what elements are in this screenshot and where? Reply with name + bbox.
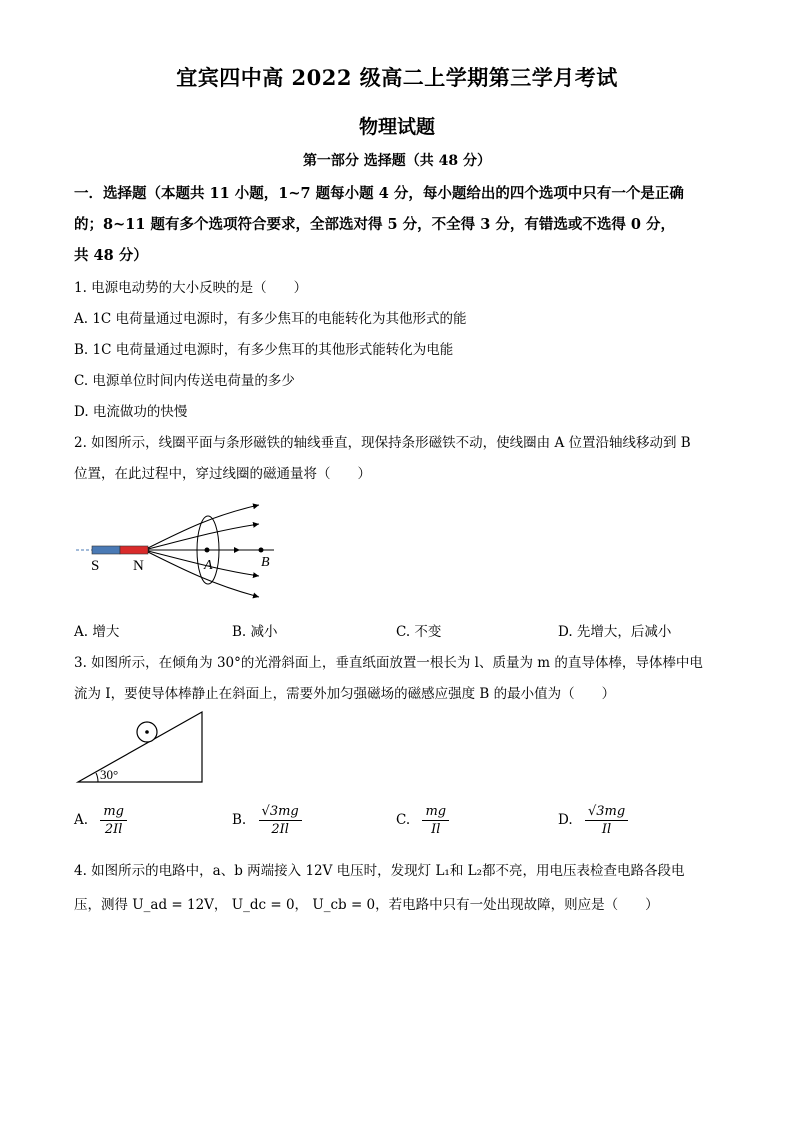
q3-option-a-numerator: mg [103, 804, 124, 819]
section-line-3: 共 48 分） [74, 247, 148, 264]
q3-option-d [558, 803, 628, 838]
angle-label: 30° [100, 767, 119, 782]
q2-option-a: A. 增大 [74, 624, 120, 640]
q1-option-c: C. 电源单位时间内传送电荷量的多少 [74, 373, 295, 389]
subject-title: 物理试题 [358, 116, 435, 138]
q3-option-a-letter: A. [74, 812, 89, 828]
q2-option-b: B. 减小 [232, 624, 278, 640]
sqrt-symbol: √ [587, 804, 597, 819]
q2-option-d: D. 先增大，后减小 [558, 624, 672, 640]
q3-option-d-denominator: Il [601, 822, 612, 837]
field-arrow-axis [234, 547, 240, 553]
q3-option-a-fraction [100, 803, 127, 838]
q3-option-a-denominator: 2Il [104, 822, 123, 837]
point-b-dot [259, 548, 264, 553]
q3-option-c-letter: C. [396, 812, 411, 828]
q4-stem-line-1: 4. 如图所示的电路中，a、b 两端接入 12V 电压时，发现灯 L₁和 L₂都不亮，用电压表检查电路各段电 [74, 863, 685, 879]
section-instructions [74, 178, 724, 271]
label-a: A [204, 558, 213, 573]
q3-option-d-numerator: 3mg [596, 804, 626, 819]
q3-option-c-numerator: mg [425, 804, 447, 819]
point-a-dot [205, 548, 210, 553]
label-b: B [261, 555, 270, 570]
q3-stem-line-2: 流为 I，要使导体棒静止在斜面上，需要外加匀强磁场的磁感应强度 B 的最小值为（ ） [74, 686, 616, 702]
label-n: N [133, 558, 144, 574]
magnet-north-pole [120, 546, 148, 554]
q3-stem-line-1: 3. 如图所示，在倾角为 30°的光滑斜面上，垂直纸面放置一根长为 l、质量为 m 的直导体棒，导体棒中电 [74, 655, 703, 671]
field-line-2 [148, 524, 259, 549]
q4-stem-line-2: 压，测得 U_ad = 12V， U_dc = 0， U_cb = 0，若电路中只有一处出现故障，则应是（ ） [74, 897, 659, 913]
part-heading: 第一部分 选择题（共 48 分） [302, 153, 492, 169]
q1-stem: 1. 电源电动势的大小反映的是（ ） [74, 280, 308, 296]
q3-option-b [232, 803, 302, 838]
incline-triangle [78, 712, 202, 782]
q3-option-c-denominator: Il [431, 822, 441, 837]
q3-option-c-fraction [422, 803, 449, 838]
q2-stem-line-1: 2. 如图所示，线圈平面与条形磁铁的轴线垂直，现保持条形磁铁不动，使线圈由 A 位置沿轴线移动到 B [74, 435, 691, 451]
q2-option-c: C. 不变 [396, 624, 442, 640]
q3-option-d-fraction [585, 803, 628, 838]
q3-option-b-letter: B. [232, 812, 247, 828]
q3-option-b-numerator: 3mg [269, 804, 299, 819]
angle-arc [96, 773, 98, 782]
q3-option-b-fraction [259, 803, 302, 838]
exam-title: 宜宾四中高 2022 级高二上学期第三学月考试 [176, 65, 618, 90]
q2-stem-line-2: 位置，在此过程中，穿过线圈的磁通量将（ ） [74, 466, 371, 482]
current-out-dot [145, 730, 149, 734]
q1-option-b: B. 1C 电荷量通过电源时，有多少焦耳的其他形式能转化为电能 [74, 342, 454, 358]
q3-option-c [396, 803, 449, 838]
q1-option-a: A. 1C 电荷量通过电源时，有多少焦耳的电能转化为其他形式的能 [74, 311, 467, 327]
q2-magnet-figure [74, 490, 294, 620]
q3-incline-figure [74, 708, 214, 788]
q1-option-d: D. 电流做功的快慢 [74, 404, 188, 420]
q3-option-d-letter: D. [558, 812, 573, 828]
magnet-south-pole [92, 546, 120, 554]
section-line-1: 一．选择题（本题共 11 小题，1~7 题每小题 4 分，每小题给出的四个选项中只有一个是正确 [74, 185, 684, 202]
q3-option-b-denominator: 2Il [271, 822, 289, 837]
label-s: S [91, 558, 100, 574]
section-line-2: 的；8~11 题有多个选项符合要求，全部选对得 5 分，不全得 3 分，有错选或不选得 0 分， [74, 216, 676, 233]
q3-option-a [74, 803, 127, 838]
sqrt-symbol: √ [261, 804, 270, 819]
